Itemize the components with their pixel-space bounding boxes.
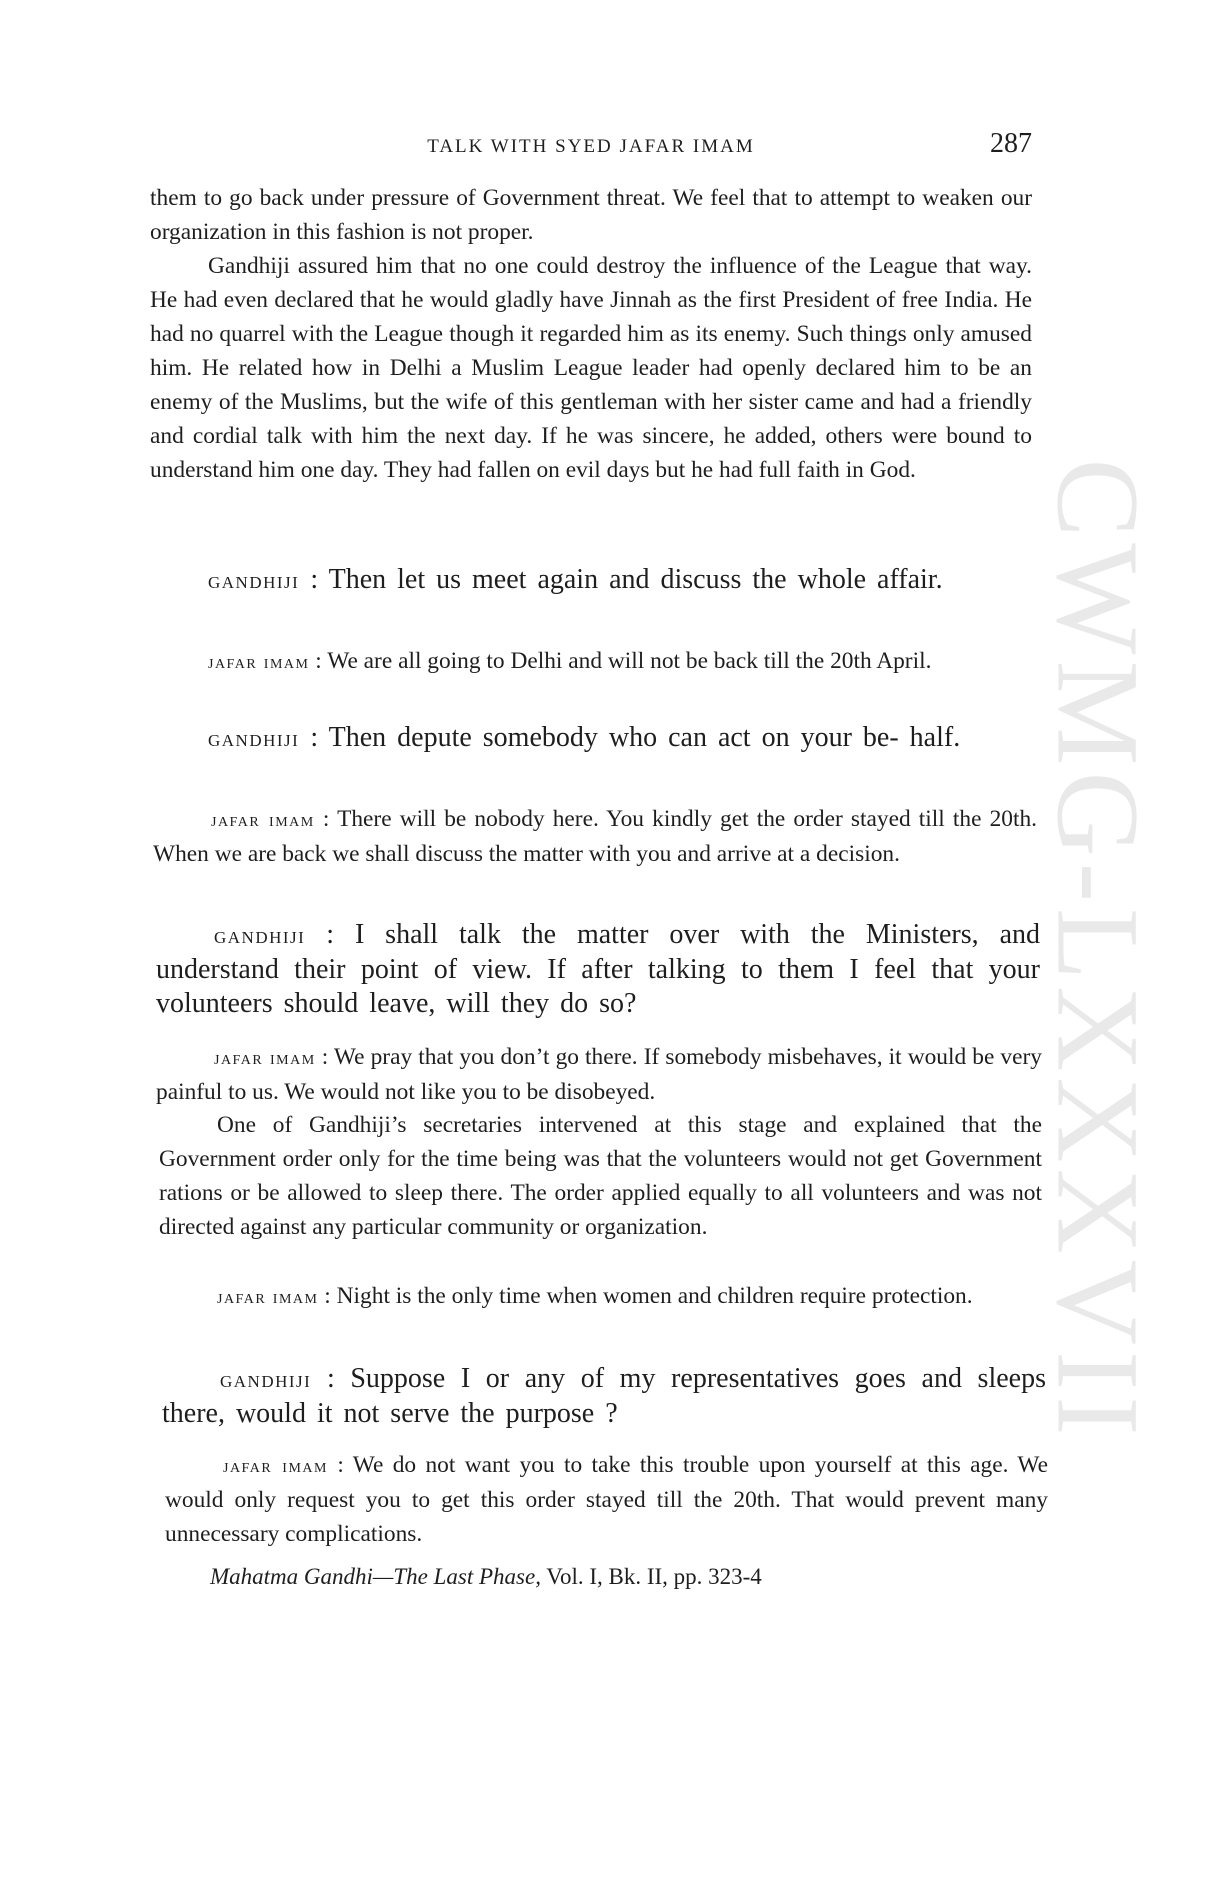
- dialogue-line: gandhiji : I shall talk the matter over with the Ministers, and understand their point of view. If after talking to them I feel that your volunteers should leave, will they do so?: [156, 919, 1040, 1019]
- speaker-name: jafar imam: [217, 1286, 319, 1308]
- speaker-name: gandhiji: [220, 1367, 312, 1393]
- source-citation: [210, 1560, 1010, 1594]
- dialogue-line: jafar imam : We do not want you to take this trouble upon yourself at this age. We would only request you to get this order stayed till the 20th. That would prevent many unnecessary complications.: [165, 1452, 1048, 1547]
- speaker-name: jafar imam: [214, 1047, 316, 1069]
- speaker-name: jafar imam: [223, 1455, 328, 1477]
- speaker-name: jafar imam: [211, 809, 315, 831]
- dialogue-text: There will be nobody here. You kindly get the order stayed till the 20th. When we are back we shall discuss the matter with you and arrive at a decision.: [153, 806, 1038, 867]
- dialogue-line: jafar imam : We pray that you don’t go there. If somebody misbehaves, it would be very painful to us. We would not like you to be disobeyed.: [156, 1044, 1042, 1105]
- dialogue-line: gandhiji : Then depute somebody who can act on your be- half.: [208, 722, 961, 753]
- dialogue-text: Suppose I or any of my representatives goes and sleeps there, would it not serve the purpose ?: [162, 1363, 1046, 1429]
- dialogue-line: jafar imam : We are all going to Delhi and will not be back till the 20th April.: [208, 648, 932, 674]
- dialogue-line: jafar imam : Night is the only time when women and children require protection.: [217, 1283, 973, 1309]
- narration-text: One of Gandhiji’s secretaries intervened at this stage and explained that the Government order only for the time being was that the volunteers would not get Government rations or be allowed to sleep there. The order applied equally to all volunteers and was not directed against any particular community or organization.: [159, 1112, 1042, 1240]
- paragraph-narration: [159, 1108, 1042, 1244]
- source-reference: Vol. I, Bk. II, pp. 323-4: [546, 1564, 762, 1589]
- speaker-name: gandhiji: [208, 726, 300, 752]
- speaker-name: gandhiji: [214, 923, 306, 949]
- paragraph-continuation: them to go back under pressure of Government threat. We feel that to attempt to weaken our organization in this fashion is not proper.: [150, 185, 1032, 245]
- dialogue-line: gandhiji : Then let us meet again and discuss the whole affair.: [208, 564, 943, 595]
- watermark-text: CWMG-LXXXVII: [1033, 458, 1165, 1442]
- watermark: [1033, 320, 1165, 1580]
- dialogue-text: We pray that you don’t go there. If somebody misbehaves, it would be very painful to us. We would not like you to be disobeyed.: [156, 1044, 1042, 1105]
- dialogue-text: Then depute somebody who can act on your be- half.: [328, 722, 961, 753]
- source-title: Mahatma Gandhi—The Last Phase,: [210, 1564, 541, 1589]
- dialogue-text: I shall talk the matter over with the Ministers, and understand their point of view. If after talking to them I feel that your volunteers should leave, will they do so?: [156, 919, 1040, 1019]
- dialogue-text: Night is the only time when women and children require protection.: [336, 1283, 973, 1309]
- dialogue-line: gandhiji : Suppose I or any of my representatives goes and sleeps there, would it not serve the purpose ?: [162, 1363, 1046, 1429]
- dialogue-text: We do not want you to take this trouble upon yourself at this age. We would only request you to get this order stayed till the 20th. That would prevent many unnecessary complications.: [165, 1452, 1048, 1547]
- speaker-name: gandhiji: [208, 568, 300, 594]
- page-number: 287: [990, 128, 1032, 159]
- speaker-name: jafar imam: [208, 651, 310, 673]
- paragraph-narration: Gandhiji assured him that no one could destroy the influence of the League that way. He had even declared that he would gladly have Jinnah as the first President of free India. He had no quarrel with the League though it regarded him as its enemy. Such things only amused him. He related how in Delhi a Muslim League leader had openly declared him to be an enemy of the Muslims, but the wife of this gentleman with her sister came and had a friendly and cordial talk with him the next day. If he was sincere, he added, others were bound to understand him one day. They had fallen on evil days but he had full faith in God.: [150, 253, 1032, 483]
- page-header: [150, 128, 1032, 168]
- dialogue-text: We are all going to Delhi and will not be back till the 20th April.: [327, 648, 932, 674]
- running-title: TALK WITH SYED JAFAR IMAM: [427, 136, 755, 157]
- dialogue-line: jafar imam : There will be nobody here. You kindly get the order stayed till the 20th. When we are back we shall discuss the matter with you and arrive at a decision.: [153, 806, 1038, 867]
- dialogue-text: Then let us meet again and discuss the whole affair.: [328, 564, 943, 595]
